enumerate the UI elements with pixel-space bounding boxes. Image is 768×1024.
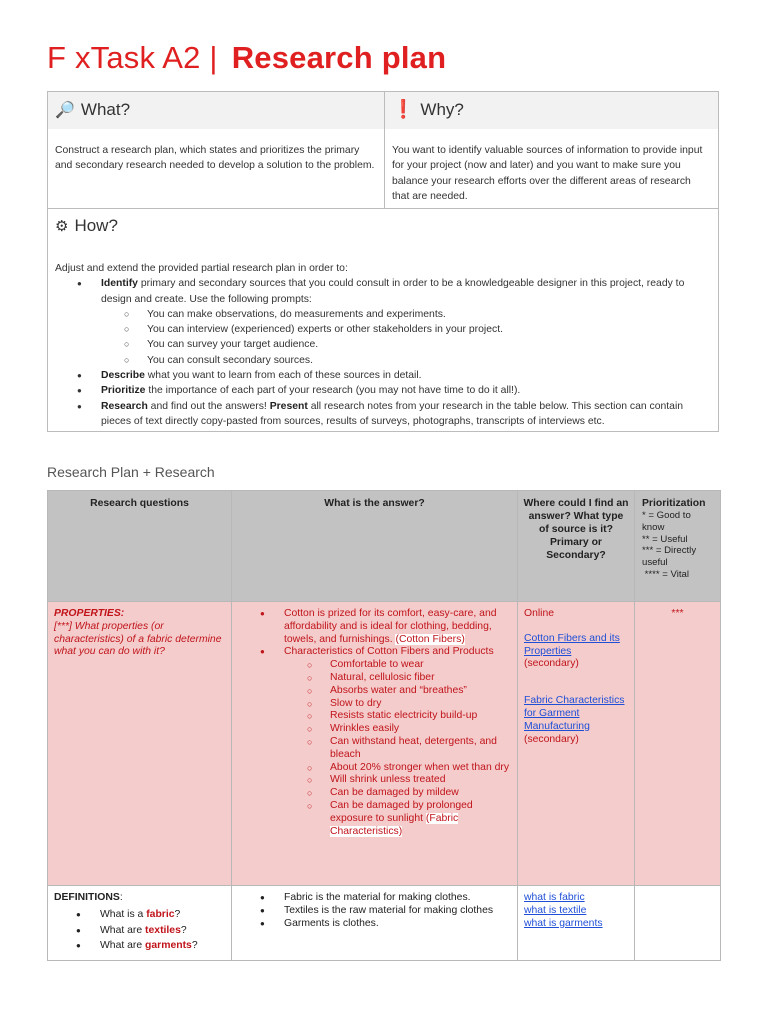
properties-label: PROPERTIES: — [54, 608, 125, 619]
question-term: fabric — [146, 908, 175, 920]
title-main: Research plan — [231, 40, 447, 75]
how-lead: Adjust and extend the provided partial research plan in order to: — [55, 263, 348, 274]
list-item: ○ Comfortable to wear — [238, 659, 511, 672]
how-item-bold: Prioritize — [101, 385, 146, 397]
prio-legend-line: ** = Useful — [642, 533, 688, 545]
list-item: ○ Can withstand heat, detergents, and bleach — [238, 736, 511, 762]
characteristics-list — [284, 659, 511, 838]
gear-icon: ⚙ — [55, 218, 69, 235]
definitions-colon: : — [119, 892, 123, 903]
prioritization-title: Prioritization — [642, 498, 706, 509]
list-item: ○ Absorbs water and “breathes” — [238, 685, 511, 698]
properties-question: [***] What properties (or characteristics) of a fabric determine what you can do with it? — [54, 620, 222, 658]
how-item-bold: Research — [101, 400, 148, 412]
list-item — [238, 800, 511, 838]
prio-legend-line: * = Good to know — [642, 510, 691, 533]
source-tag: (Fabric Characteristics) — [330, 812, 459, 837]
source-type: Online — [524, 608, 555, 619]
answer-text: Can be damaged by prolonged exposure to sunlight — [330, 799, 473, 824]
how-item-text: and find out the answers! — [147, 400, 270, 412]
page-title — [47, 40, 446, 76]
question-text: What is a — [100, 908, 147, 920]
list-item: ○ You can make observations, do measurements and experiments. — [55, 307, 711, 322]
list-item — [55, 368, 711, 383]
fabric-characteristics-link[interactable]: Fabric Characteristics for Garment Manufacturing — [524, 695, 625, 732]
list-item — [54, 907, 225, 923]
source-block — [524, 695, 628, 746]
answer-text: Characteristics of Cotton Fibers and Products — [284, 646, 494, 658]
properties-question-cell — [48, 602, 232, 886]
list-item: ○ Natural, cellulosic fiber — [238, 672, 511, 685]
list-item: ○ About 20% stronger when wet than dry — [238, 762, 511, 775]
list-item — [54, 923, 225, 939]
list-item — [238, 608, 511, 646]
definitions-questions-list — [54, 907, 225, 954]
question-text: What are — [100, 940, 146, 952]
list-item: ○ Will shrink unless treated — [238, 774, 511, 787]
how-item-text: the importance of each part of your research (you may not have time to do it all!). — [145, 385, 521, 397]
list-item — [55, 383, 711, 398]
prompt-list — [101, 307, 711, 368]
table-header-row — [48, 491, 721, 602]
properties-answer-cell — [232, 602, 518, 886]
question-text: ? — [174, 908, 181, 920]
how-list — [55, 276, 711, 429]
what-heading — [48, 92, 384, 129]
what-is-garments-link[interactable]: what is garments — [524, 917, 603, 929]
question-text: What are — [100, 924, 146, 936]
exclamation-icon: ❗ — [392, 99, 415, 119]
how-item-text: all research notes from your research in the table below. This section can contain pieces of text directly copy-pasted from sources, results of surveys, photographs, transcripts of interviews etc. — [101, 400, 684, 427]
properties-source-cell — [518, 602, 635, 886]
list-item: ● Textiles is the raw material for making clothes — [238, 905, 511, 918]
how-heading-text: How? — [74, 216, 118, 235]
what-is-fabric-link[interactable]: what is fabric — [524, 892, 585, 903]
question-text: ? — [191, 940, 198, 952]
list-item: ○ You can interview (experienced) experts or other stakeholders in your project. — [55, 322, 711, 337]
how-item-bold: Describe — [101, 370, 145, 382]
answer-list — [238, 608, 511, 838]
list-item — [238, 646, 511, 838]
header-source: Where could I find an answer? What type of source is it? Primary or Secondary? — [518, 491, 635, 602]
how-heading — [55, 215, 711, 237]
what-is-textile-link[interactable]: what is textile — [524, 904, 587, 916]
how-item-text: what you want to learn from each of these sources in detail. — [144, 370, 422, 382]
why-cell — [385, 92, 718, 208]
list-item: ○ Wrinkles easily — [238, 723, 511, 736]
why-heading-text: Why? — [420, 99, 464, 119]
answer-list — [238, 892, 511, 930]
source-note: (secondary) — [524, 658, 579, 670]
question-term: textiles — [145, 924, 181, 936]
research-plan-table — [47, 490, 721, 961]
what-heading-text: What? — [80, 99, 131, 119]
definitions-source-cell — [518, 886, 635, 961]
why-heading — [385, 92, 718, 129]
definitions-priority-cell — [635, 886, 721, 961]
header-research-questions: Research questions — [48, 491, 232, 602]
what-text: Construct a research plan, which states and prioritizes the primary and secondary research needed to develop a solution to the problem. — [55, 145, 375, 172]
how-section — [48, 209, 718, 435]
prio-legend-line: *** = Directly useful — [642, 545, 697, 569]
what-cell — [48, 92, 385, 208]
header-answer: What is the answer? — [232, 491, 518, 602]
prio-legend-line: **** = Vital — [642, 568, 690, 580]
definitions-label: DEFINITIONS — [54, 892, 120, 903]
list-item — [54, 938, 225, 954]
intro-box — [47, 91, 719, 432]
how-item-bold: Identify — [101, 278, 138, 290]
answer-text: Cotton is prized for its comfort, easy-care, and affordability and is ideal for clothing, bedding, towels, and furnishings. — [284, 608, 497, 645]
section-title: Research Plan + Research — [47, 464, 215, 480]
why-text: You want to identify valuable sources of information to provide input for your project (now and later) and you want to make sure you balance your research efforts over the different areas of research that are needed. — [392, 145, 703, 202]
how-item-text: primary and secondary sources that you could consult in order to be a knowledgeable designer in this project, ready to design and create. Use the following prompts: — [101, 278, 685, 305]
table-row — [48, 886, 721, 961]
what-why-row — [48, 92, 718, 209]
cotton-fibers-link[interactable]: Cotton Fibers and its Properties — [524, 632, 620, 657]
question-term: garments — [145, 940, 192, 952]
properties-priority-cell: *** — [635, 602, 721, 886]
list-item — [55, 276, 711, 368]
list-item: ● Garments is clothes. — [238, 918, 511, 931]
list-item: ○ Slow to dry — [238, 698, 511, 711]
source-block — [524, 633, 628, 671]
definitions-answer-cell — [232, 886, 518, 961]
source-note: (secondary) — [524, 733, 579, 745]
definitions-question-cell — [48, 886, 232, 961]
header-prioritization — [635, 491, 721, 602]
title-prefix: F xTask A2 | — [47, 40, 218, 75]
list-item: ○ You can consult secondary sources. — [55, 353, 711, 368]
list-item — [55, 399, 711, 430]
magnifying-glass-icon: 🔎 — [55, 101, 75, 119]
table-row — [48, 602, 721, 886]
source-tag: (Cotton Fibers) — [395, 633, 465, 645]
list-item: ● Fabric is the material for making clothes. — [238, 892, 511, 905]
question-text: ? — [180, 924, 187, 936]
list-item: ○ Resists static electricity build-up — [238, 710, 511, 723]
list-item: ○ You can survey your target audience. — [55, 337, 711, 352]
how-item-bold: Present — [269, 400, 308, 412]
list-item: ○ Can be damaged by mildew — [238, 787, 511, 800]
